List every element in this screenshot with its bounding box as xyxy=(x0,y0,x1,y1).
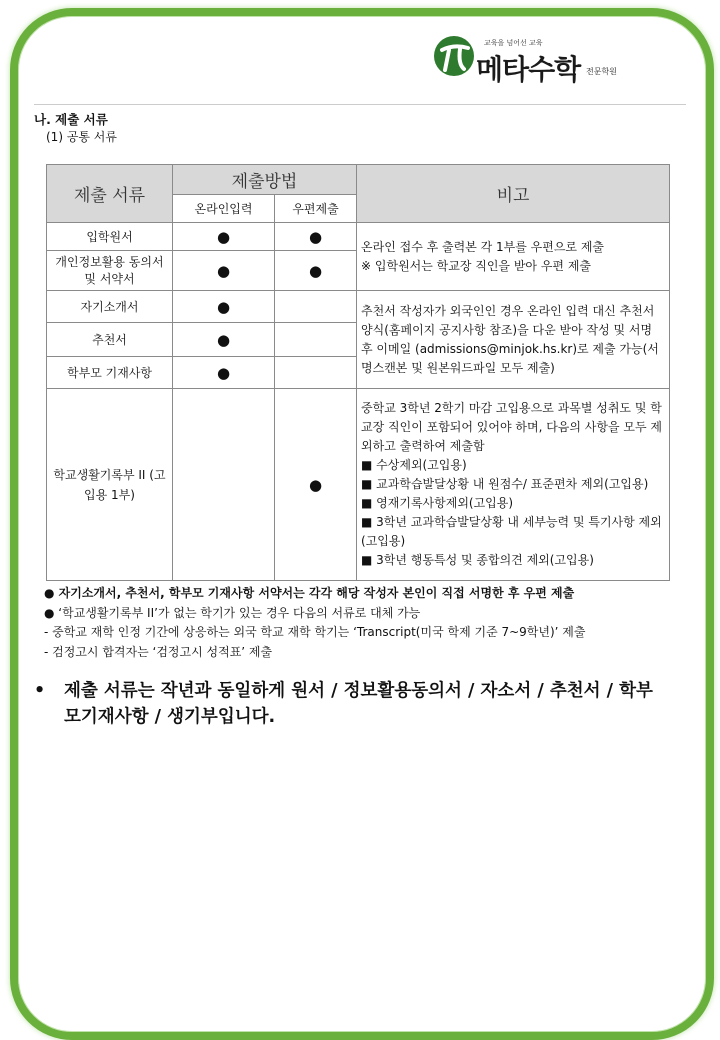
summary-bullet: • xyxy=(34,681,46,701)
pi-logo-icon xyxy=(432,34,476,78)
logo-slogan: 교육을 넘어선 교육 xyxy=(484,39,543,47)
header-post: 우편제출 xyxy=(275,195,357,223)
logo-suffix: 전문학원 xyxy=(586,67,617,76)
remark-school-record xyxy=(357,389,670,581)
doc-name: 자기소개서 xyxy=(47,291,173,323)
header-online: 온라인입력 xyxy=(173,195,275,223)
header-documents: 제출 서류 xyxy=(47,165,173,223)
doc-name: 추천서 xyxy=(47,323,173,357)
documents-table xyxy=(46,164,670,581)
header-divider xyxy=(34,104,686,105)
note-replacement: ● ‘학교생활기록부 II’가 없는 학기가 있는 경우 다음의 서류로 대체 가능 xyxy=(44,605,421,620)
remark-line: ■ 수상제외(고입용) xyxy=(361,458,467,472)
post-empty xyxy=(275,323,357,357)
doc-name: 학부모 기재사항 xyxy=(47,357,173,389)
post-empty xyxy=(275,291,357,323)
table-row xyxy=(47,291,670,323)
header-method: 제출방법 xyxy=(173,165,357,195)
doc-name: 입학원서 xyxy=(47,223,173,251)
remark-application xyxy=(357,223,670,291)
note-ged: - 검정고시 합격자는 ‘검정고시 성적표’ 제출 xyxy=(44,644,273,659)
online-mark: ● xyxy=(173,251,275,291)
summary-text: 제출 서류는 작년과 동일하게 원서 / 정보활용동의서 / 자소서 / 추천서 / 학부모기재사항 / 생기부입니다. xyxy=(64,681,653,727)
remark-line: ■ 3학년 행동특성 및 종합의견 제외(고입용) xyxy=(361,553,594,567)
doc-name: 개인정보활용 동의서 및 서약서 xyxy=(47,251,173,291)
online-mark: ● xyxy=(173,291,275,323)
table-row xyxy=(47,389,670,581)
remark-line: 중학교 3학년 2학기 마감 고입용으로 과목별 성취도 및 학교장 직인이 포함되어 있어야 하며, 다음의 사항을 모두 제외하고 출력하여 제출함 xyxy=(361,401,662,453)
academy-logo xyxy=(432,28,632,84)
notes-list xyxy=(44,584,694,662)
note-signature: ● 자기소개서, 추천서, 학부모 기재사항 서약서는 각각 해당 작성자 본인이 직접 서명한 후 우편 제출 xyxy=(44,586,575,600)
post-empty xyxy=(275,357,357,389)
online-empty xyxy=(173,389,275,581)
note-transcript: - 중학교 재학 인정 기간에 상응하는 외국 학교 재학 학기는 ‘Transcript(미국 학제 기준 7~9학년)’ 제출 xyxy=(44,625,586,639)
remark-line: 온라인 접수 후 출력본 각 1부를 우편으로 제출 xyxy=(361,239,605,254)
online-mark: ● xyxy=(173,323,275,357)
header-remark: 비고 xyxy=(357,165,670,223)
doc-name: 학교생활기록부 II (고입용 1부) xyxy=(47,389,173,581)
remark-line: ■ 영재기록사항제외(고입용) xyxy=(361,496,514,510)
post-mark: ● xyxy=(275,223,357,251)
post-mark: ● xyxy=(275,251,357,291)
remark-recommendation: 추천서 작성자가 외국인인 경우 온라인 입력 대신 추천서 양식(홈페이지 공지사항 참조)을 다운 받아 작성 및 서명 후 이메일 (admissions@minjok.hs.kr)로 제출 가능(서명스캔본 및 원본워드파일 모두 제출) xyxy=(357,291,670,389)
remark-line: ※ 입학원서는 학교장 직인을 받아 우편 제출 xyxy=(361,258,592,273)
table-row xyxy=(47,223,670,251)
online-mark: ● xyxy=(173,357,275,389)
section-title: 나. 제출 서류 xyxy=(34,112,108,127)
post-mark: ● xyxy=(275,389,357,581)
logo-name: 메타수학 xyxy=(476,53,581,86)
remark-line: ■ 3학년 교과학습발달상황 내 세부능력 및 특기사항 제외(고입용) xyxy=(361,515,662,548)
section-subtitle: (1) 공통 서류 xyxy=(46,130,117,144)
online-mark: ● xyxy=(173,223,275,251)
remark-line: ■ 교과학습발달상황 내 원점수/ 표준편차 제외(고입용) xyxy=(361,477,649,491)
